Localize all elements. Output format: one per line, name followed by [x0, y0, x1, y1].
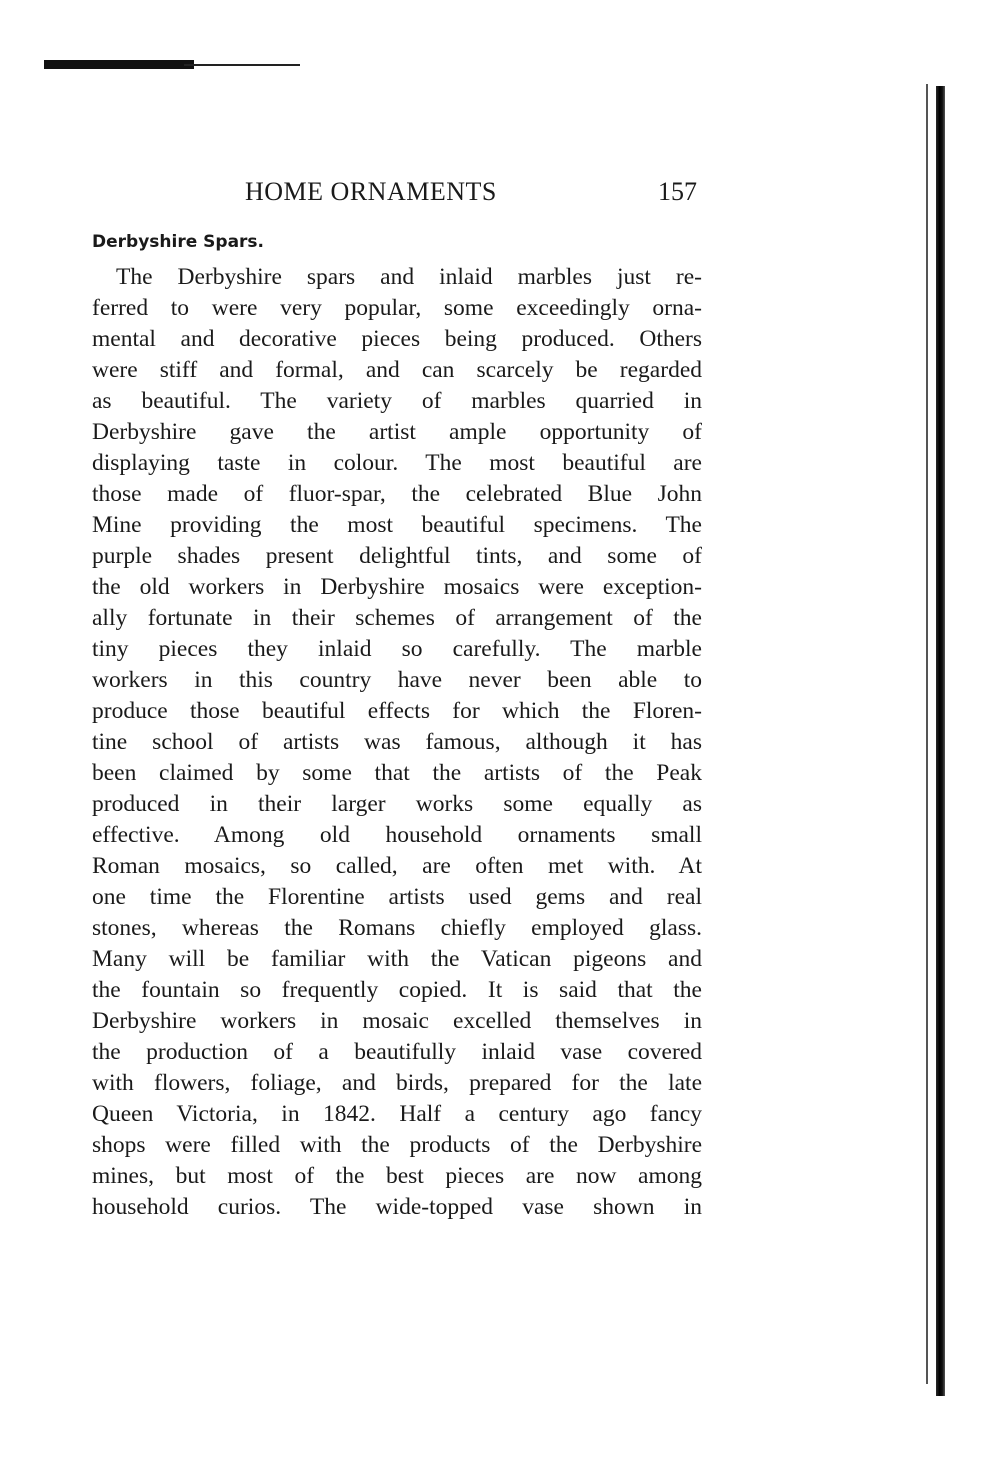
text-line: Derbyshire gave the artist ample opportunity of — [92, 419, 702, 445]
page-edge-line — [926, 84, 928, 1384]
page-edge-shadow — [936, 86, 945, 1396]
text-line: ally fortunate in their schemes of arrangement of the — [92, 605, 702, 631]
text-line: the fountain so frequently copied. It is said that the — [92, 977, 702, 1003]
text-line: Roman mosaics, so called, are often met with. At — [92, 853, 702, 879]
text-line: Many will be familiar with the Vatican pigeons and — [92, 946, 702, 972]
text-line: those made of fluor-spar, the celebrated Blue John — [92, 481, 702, 507]
text-line: produce those beautiful effects for which the Floren- — [92, 698, 702, 724]
text-line: The Derbyshire spars and inlaid marbles just re- — [116, 264, 702, 290]
page-number: 157 — [658, 177, 697, 206]
running-title: HOME ORNAMENTS — [245, 177, 497, 206]
text-line: Queen Victoria, in 1842. Half a century ago fancy — [92, 1101, 702, 1127]
text-line: were stiff and formal, and can scarcely be regarded — [92, 357, 702, 383]
text-line: tiny pieces they inlaid so carefully. The marble — [92, 636, 702, 662]
text-line: purple shades present delightful tints, and some of — [92, 543, 702, 569]
text-line: one time the Florentine artists used gems and real — [92, 884, 702, 910]
running-head — [95, 174, 703, 210]
text-line: shops were filled with the products of the Derbyshire — [92, 1132, 702, 1158]
top-rule — [44, 60, 300, 70]
text-line: workers in this country have never been able to — [92, 667, 702, 693]
body-text — [92, 262, 702, 1223]
text-line: tine school of artists was famous, although it has — [92, 729, 702, 755]
text-line: the production of a beautifully inlaid vase covered — [92, 1039, 702, 1065]
text-line: with flowers, foliage, and birds, prepared for the late — [92, 1070, 702, 1096]
text-line: been claimed by some that the artists of the Peak — [92, 760, 702, 786]
text-line: Derbyshire workers in mosaic excelled themselves in — [92, 1008, 702, 1034]
top-rule-thick — [44, 60, 194, 69]
text-line: ferred to were very popular, some exceedingly orna- — [92, 295, 702, 321]
text-line: mental and decorative pieces being produced. Others — [92, 326, 702, 352]
text-line: effective. Among old household ornaments small — [92, 822, 702, 848]
text-line: displaying taste in colour. The most beautiful are — [92, 450, 702, 476]
text-line: Mine providing the most beautiful specimens. The — [92, 512, 702, 538]
text-line: stones, whereas the Romans chiefly employed glass. — [92, 915, 702, 941]
section-heading: Derbyshire Spars. — [92, 232, 265, 252]
text-line: mines, but most of the best pieces are now among — [92, 1163, 702, 1189]
text-line: the old workers in Derbyshire mosaics were exception- — [92, 574, 702, 600]
text-line: household curios. The wide-topped vase shown in — [92, 1194, 702, 1220]
top-rule-thin — [184, 64, 300, 66]
text-line: produced in their larger works some equally as — [92, 791, 702, 817]
text-line: as beautiful. The variety of marbles quarried in — [92, 388, 702, 414]
